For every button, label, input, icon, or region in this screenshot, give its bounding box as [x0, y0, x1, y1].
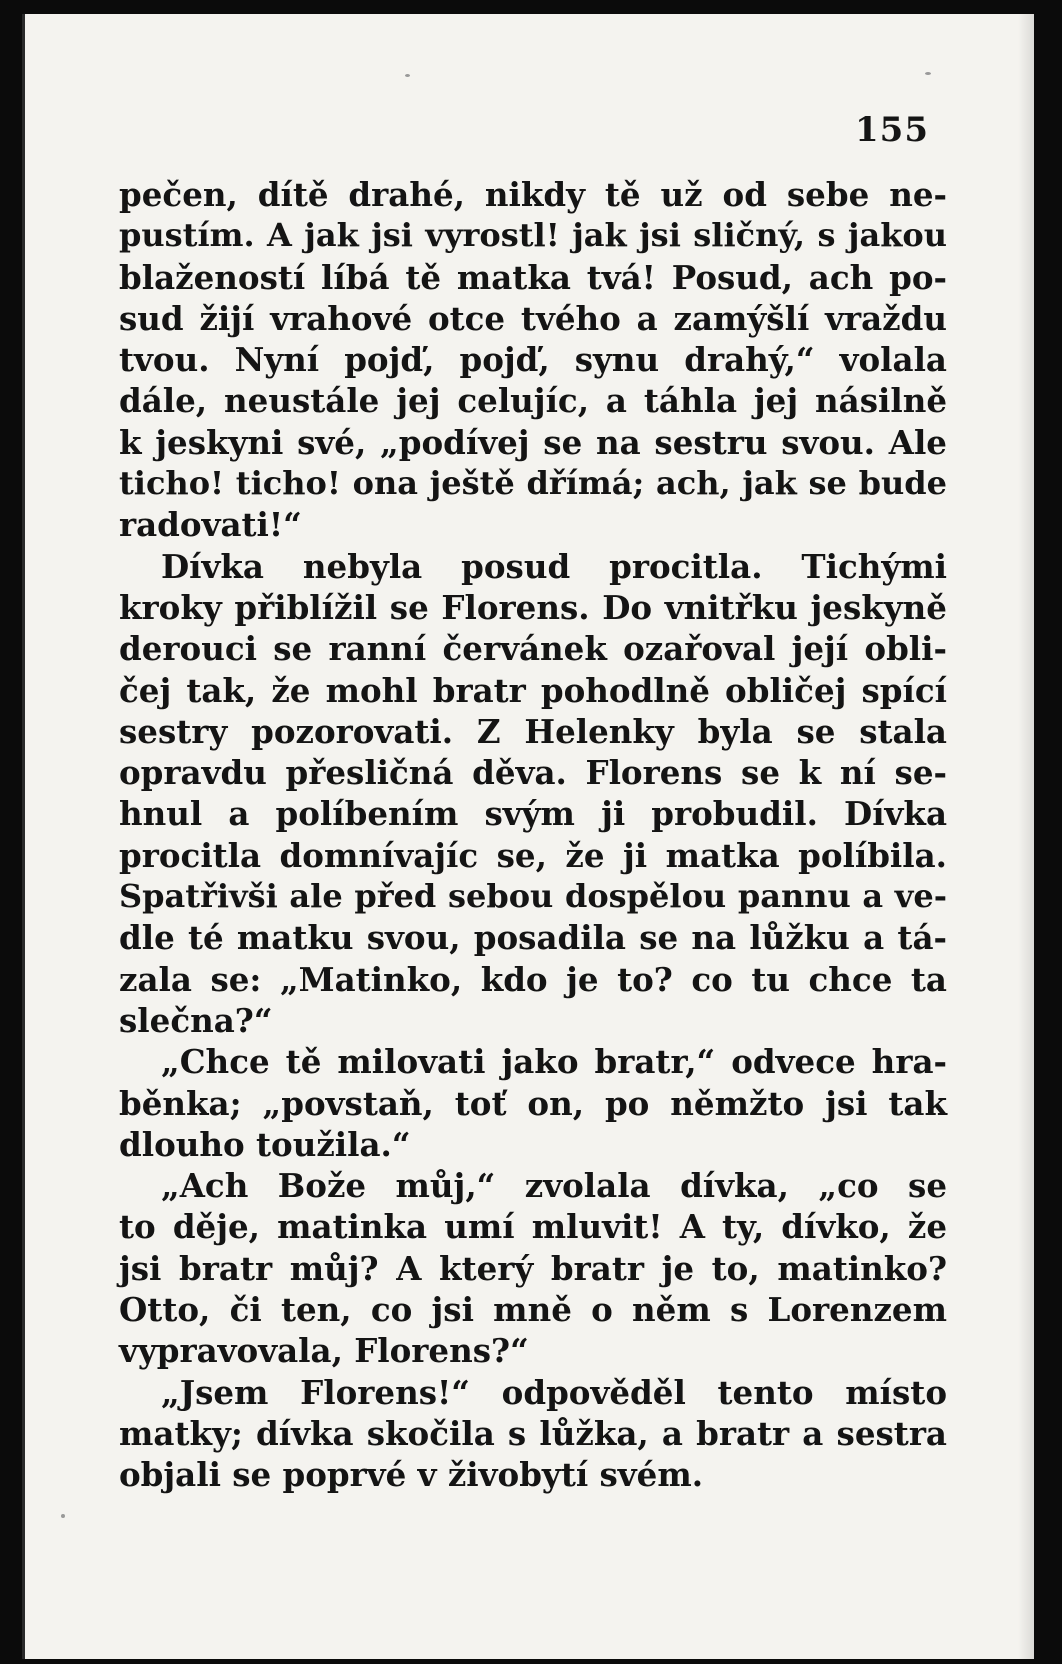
text-line: radovati!“	[119, 505, 302, 545]
text-line: sud žijí vrahové otce tvého a zamýšlí vraždu	[119, 298, 947, 338]
text-line: „Ach Bože můj,“ zvolala dívka, „co se	[161, 1166, 947, 1206]
text-line: zala se: „Matinko, kdo je to? co tu chce ta	[119, 959, 947, 999]
text-line: dlouho toužila.“	[119, 1124, 411, 1164]
page-number: 155	[855, 110, 929, 150]
body-text	[119, 174, 947, 1496]
scan-speck	[405, 74, 410, 77]
text-line: tvou. Nyní pojď, pojď, synu drahý,“ volala	[119, 340, 947, 380]
text-line: to děje, matinka umí mluvit! A ty, dívko, že	[119, 1207, 947, 1247]
text-line: dle té matku svou, posadila se na lůžku a tá-	[119, 918, 947, 958]
book-page	[22, 14, 1034, 1659]
text-line: dále, neustále jej celujíc, a táhla jej násilně	[119, 381, 947, 421]
text-line: Otto, či ten, co jsi mně o něm s Lorenzem	[119, 1290, 947, 1330]
text-line: běnka; „povstaň, toť on, po němžto jsi tak	[119, 1083, 947, 1123]
text-line: kroky přiblížil se Florens. Do vnitřku jeskyně	[119, 587, 947, 627]
text-line: k jeskyni své, „podívej se na sestru svou. Ale	[119, 422, 947, 462]
text-line: matky; dívka skočila s lůžka, a bratr a sestra	[119, 1413, 947, 1453]
scan-speck	[61, 1514, 65, 1518]
text-line: derouci se ranní červánek ozařoval její obli-	[119, 629, 947, 669]
text-line: Dívka nebyla posud procitla. Tichými	[161, 546, 947, 586]
text-line: vypravovala, Florens?“	[119, 1331, 529, 1371]
text-line: „Jsem Florens!“ odpověděl tento místo	[161, 1372, 947, 1412]
text-line: sestry pozorovati. Z Helenky byla se stala	[119, 711, 947, 751]
text-line: čej tak, že mohl bratr pohodlně obličej spící	[119, 670, 947, 710]
text-line: jsi bratr můj? A který bratr je to, matinko?	[119, 1248, 947, 1288]
text-line: pečen, dítě drahé, nikdy tě už od sebe ne-	[119, 175, 947, 214]
text-line: ticho! ticho! ona ještě dřímá; ach, jak se bude	[119, 464, 947, 503]
text-line: hnul a políbením svým ji probudil. Dívka	[119, 794, 947, 834]
text-line: blažeností líbá tě matka tvá! Posud, ach po-	[119, 257, 947, 297]
text-line: opravdu přesličná děva. Florens se k ní se-	[119, 753, 947, 793]
text-line: procitla domnívajíc se, že ji matka políbila.	[119, 835, 947, 875]
text-line: Spatřivši ale před sebou dospělou pannu a ve-	[119, 877, 947, 916]
scan-speck	[925, 72, 931, 75]
text-line: pustím. A jak jsi vyrostl! jak jsi sličný, s jakou	[119, 216, 947, 255]
text-line: „Chce tě milovati jako bratr,“ odvece hra-	[161, 1042, 947, 1082]
text-line: slečna?“	[119, 1000, 273, 1040]
text-line: objali se poprvé v živobytí svém.	[119, 1455, 704, 1495]
